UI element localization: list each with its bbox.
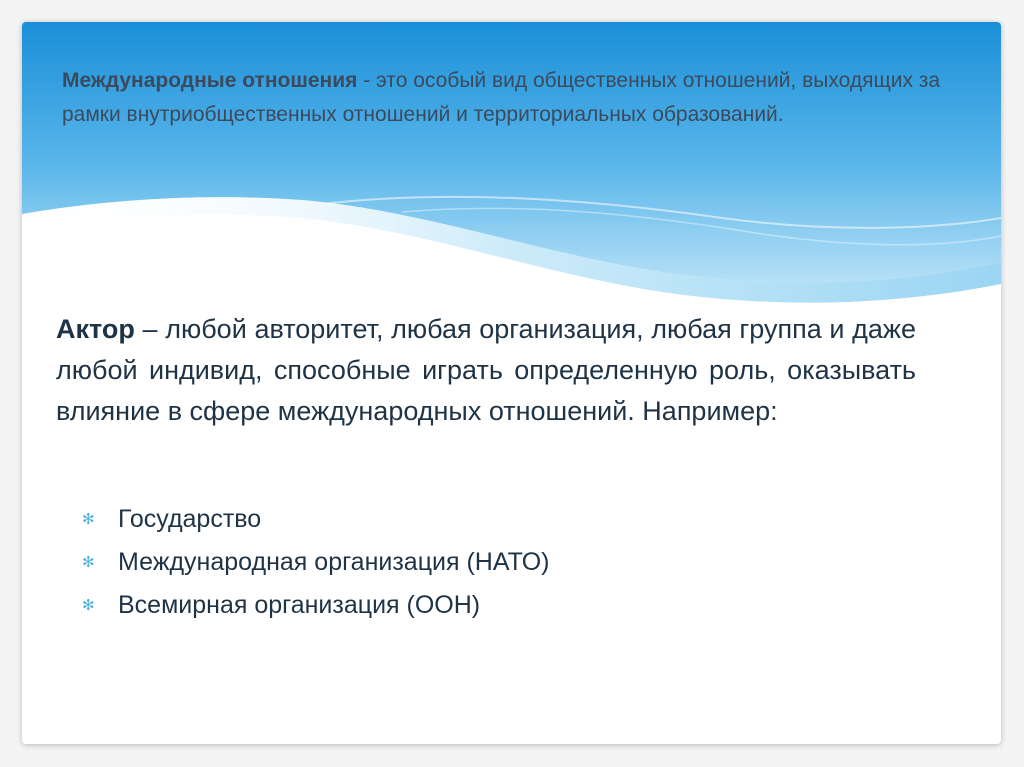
asterisk-bullet-icon: ✻ [82,511,95,528]
definition-international-relations [62,64,962,132]
list-item [82,541,550,584]
asterisk-bullet-icon: ✻ [82,554,95,571]
list-item-label: Международная организация (НАТО) [118,548,550,576]
definition-actor [56,309,916,432]
asterisk-bullet-icon: ✻ [82,597,95,614]
definition-actor-text: – любой авторитет, любая организация, любая группа и даже любой индивид, способные играть определенную роль, оказывать влияние в сфере международных отношений. Например: [56,314,916,426]
term-international-relations: Международные отношения [62,69,358,92]
list-item-label: Всемирная организация (ООН) [118,591,481,619]
term-actor: Актор [56,314,135,344]
list-item-label: Государство [118,505,262,533]
list-item [82,584,550,627]
list-item [82,498,550,541]
definition-international-relations-text: - это особый вид общественных отношений, выходящих за рамки внутриобщественных отношений и территориальных образований. [62,69,941,126]
examples-list [82,498,550,627]
slide [22,22,1001,744]
